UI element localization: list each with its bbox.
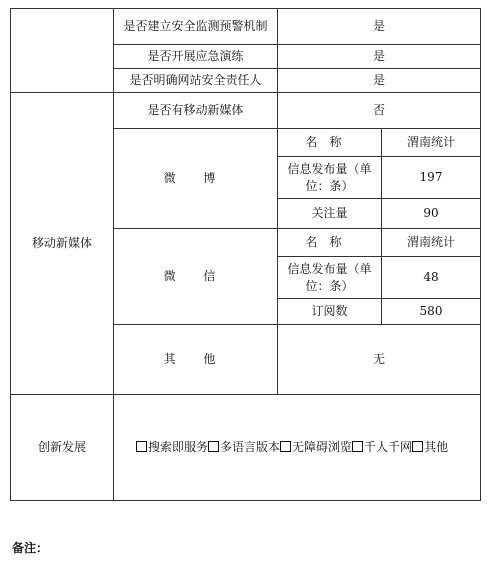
- weibo-name-label: 名称: [278, 129, 382, 157]
- checkbox-search-as-service[interactable]: [136, 441, 147, 452]
- innovation-options: [114, 395, 481, 501]
- security-warning-label: 是否建立安全监测预警机制: [114, 9, 278, 45]
- checkbox-other[interactable]: [412, 441, 423, 452]
- weibo-publish-value: 197: [382, 157, 481, 199]
- option-accessibility: 无障碍浏览: [292, 440, 353, 454]
- weixin-sub-value: 580: [382, 299, 481, 325]
- other-media-value: 无: [278, 325, 481, 395]
- weixin-name-label: 名称: [278, 229, 382, 257]
- mobile-media-section-label: 移动新媒体: [11, 93, 114, 395]
- security-owner-value: 是: [278, 69, 481, 93]
- weibo-follow-label: 关注量: [278, 199, 382, 229]
- weixin-publish-label: 信息发布量（单位：条）: [278, 257, 382, 299]
- report-table: [10, 8, 481, 501]
- weibo-name-value: 渭南统计: [382, 129, 481, 157]
- emergency-drill-label: 是否开展应急演练: [114, 45, 278, 69]
- security-owner-label: 是否明确网站安全责任人: [114, 69, 278, 93]
- weibo-publish-label: 信息发布量（单位：条）: [278, 157, 382, 199]
- top-left-empty-cell: [11, 9, 114, 93]
- weixin-label: 微 信: [114, 229, 278, 325]
- weixin-publish-value: 48: [382, 257, 481, 299]
- security-warning-value: 是: [278, 9, 481, 45]
- checkbox-multilingual[interactable]: [208, 441, 219, 452]
- emergency-drill-value: 是: [278, 45, 481, 69]
- remark-label: 备注：: [12, 541, 49, 555]
- option-search-as-service: 搜索即服务: [148, 440, 209, 454]
- weixin-sub-label: 订阅数: [278, 299, 382, 325]
- has-mobile-media-label: 是否有移动新媒体: [114, 93, 278, 129]
- option-multilingual: 多语言版本: [220, 440, 281, 454]
- weixin-name-value: 渭南统计: [382, 229, 481, 257]
- checkbox-accessibility[interactable]: [280, 441, 291, 452]
- has-mobile-media-value: 否: [278, 93, 481, 129]
- innovation-label: 创新发展: [11, 395, 114, 501]
- checkbox-personalized[interactable]: [352, 441, 363, 452]
- option-personalized: 千人千网: [364, 440, 413, 454]
- other-media-label: 其 他: [114, 325, 278, 395]
- weibo-label: 微 博: [114, 129, 278, 229]
- option-other: 其他: [424, 440, 449, 454]
- weibo-follow-value: 90: [382, 199, 481, 229]
